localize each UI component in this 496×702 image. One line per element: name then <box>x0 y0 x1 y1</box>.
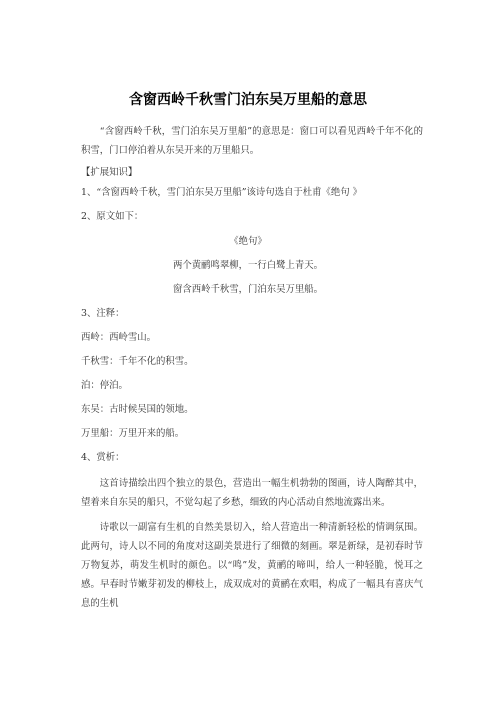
document-title: 含窗西岭千秋雪门泊东吴万里船的意思 <box>129 92 367 108</box>
note-item: 万里船：万里开来的船。 <box>81 428 185 439</box>
item-1-source: 1、“含窗西岭千秋，雪门泊东吴万里船”该诗句选自于杜甫《绝句 》 <box>81 187 363 198</box>
item-4-analysis: 4、赏析： <box>81 452 125 463</box>
intro-paragraph: “含窗西岭千秋，雪门泊东吴万里船”的意思是：窗口可以看见西岭千年不化的积雪，门口停泊着从东吴开来的万里船只。 <box>81 126 423 156</box>
poem-line-1: 两个黄鹂鸣翠柳，一行白鹭上青天。 <box>172 260 323 271</box>
note-item: 东吴：古时候吴国的领地。 <box>81 404 194 415</box>
item-2-original: 2、原文如下： <box>81 211 144 222</box>
note-item: 泊：停泊。 <box>81 380 128 391</box>
poem-title: 《绝句》 <box>229 236 267 247</box>
analysis-paragraph-2: 诗歌以一副富有生机的自然美景切入，给人营造出一种清新轻松的情调氛围。此两句，诗人以不同的角度对这副美景进行了细微的刻画。翠是新绿，是初春时节万物复苏，萌发生机时的颜色。以“鸣”发，黄鹂的啼叫，给人一种轻脆，悦耳之感。早春时节嫩芽初发的柳枝上，成双成对的黄鹂在欢唱，构成了一幅具有喜庆气息的生机 <box>81 522 423 609</box>
note-item: 西岭：西岭雪山。 <box>81 332 157 343</box>
item-3-notes: 3、注释： <box>81 308 125 319</box>
section-heading: 【扩展知识】 <box>81 167 138 178</box>
note-item: 千秋雪：千年不化的积雪。 <box>81 356 194 367</box>
analysis-paragraph-1: 这首诗描绘出四个独立的景色，营造出一幅生机勃勃的图画，诗人陶醉其中，望着来自东吴的船只，不觉勾起了乡愁，细致的内心活动自然地流露出来。 <box>81 478 423 508</box>
poem-line-2: 窗含西岭千秋雪，门泊东吴万里船。 <box>172 284 323 295</box>
